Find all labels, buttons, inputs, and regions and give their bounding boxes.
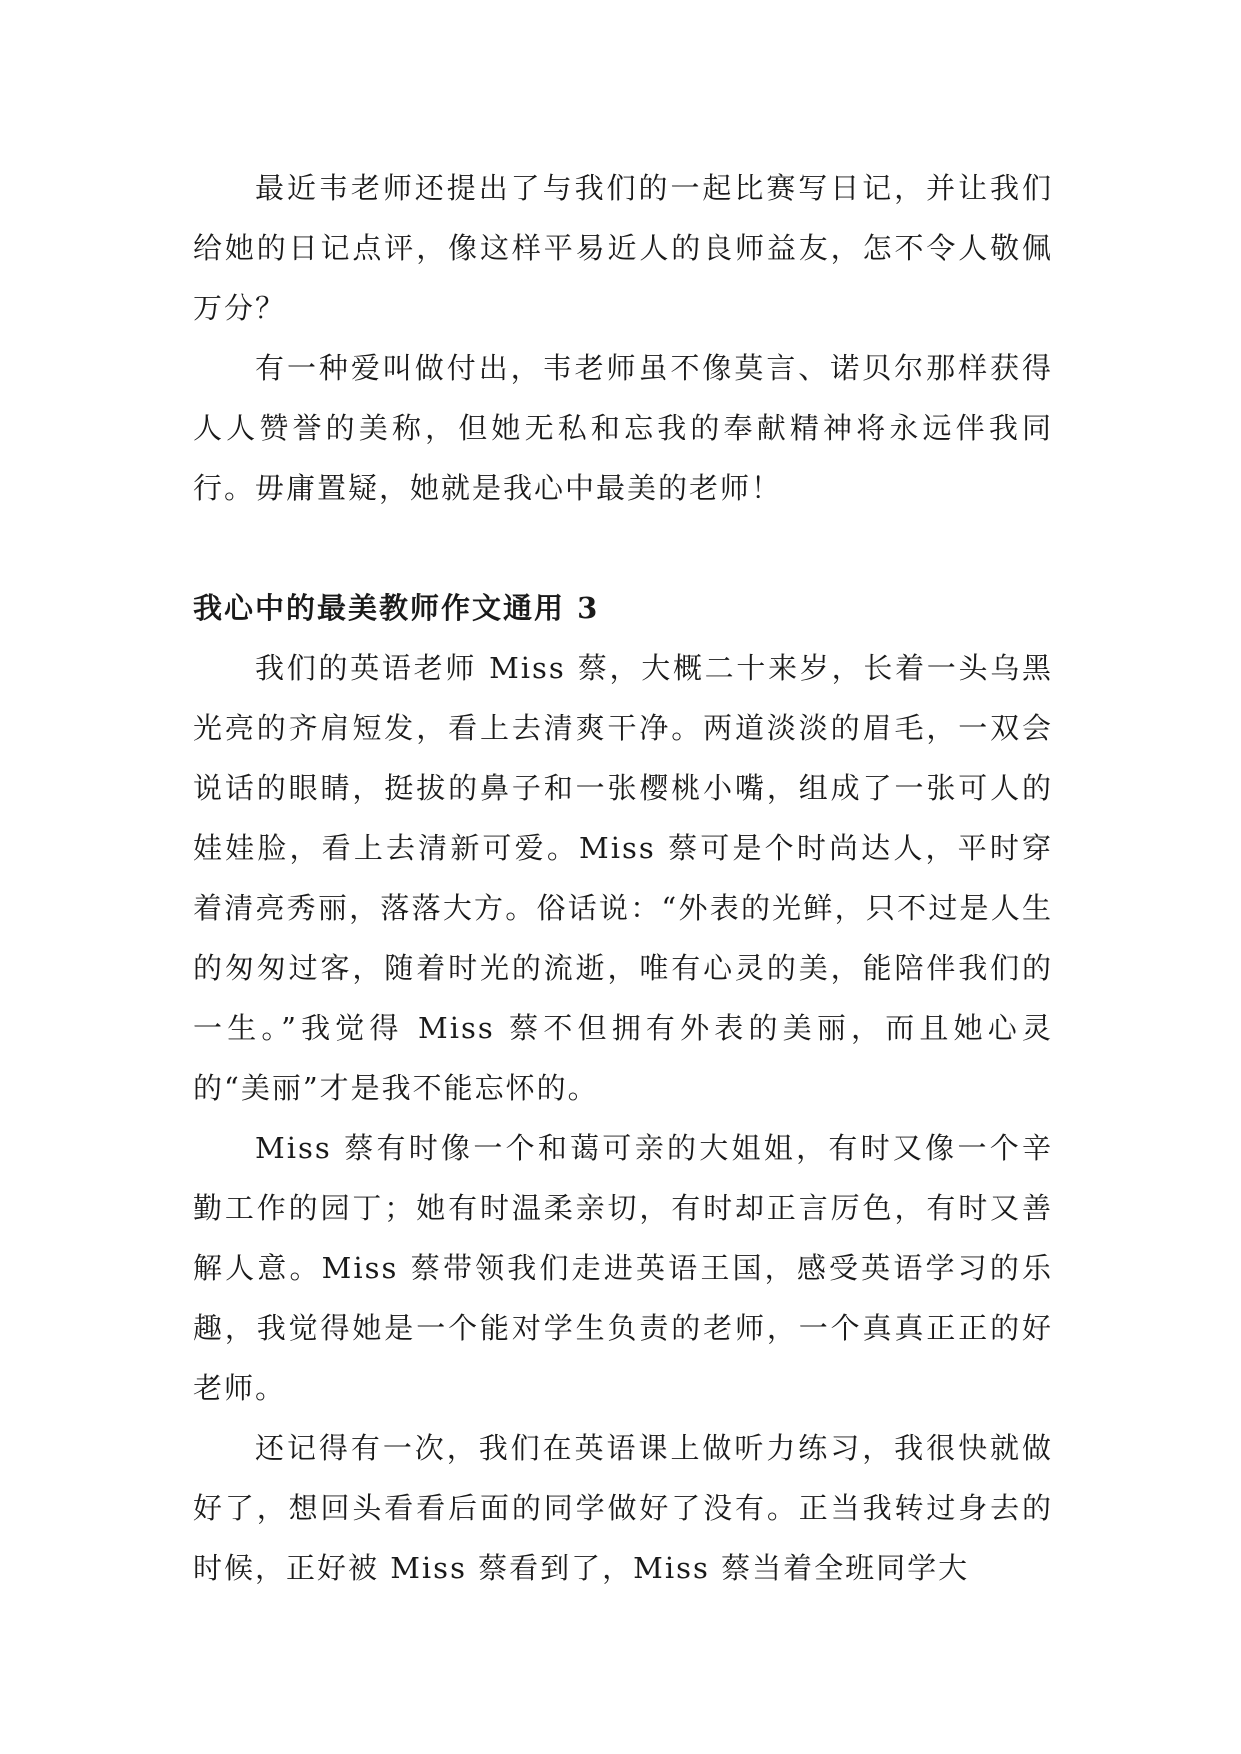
paragraph-diary-contest: 最近韦老师还提出了与我们的一起比赛写日记，并让我们给她的日记点评，像这样平易近人的良师益友，怎不令人敬佩万分？ <box>193 171 1053 325</box>
paragraph-miss-cai-character: Miss 蔡有时像一个和蔼可亲的大姐姐，有时又像一个辛勤工作的园丁；她有时温柔亲切，有时却正言厉色，有时又善解人意。Miss 蔡带领我们走进英语王国，感受英语学习的乐趣，我觉得她是一个能对学生负责的老师，一个真真正正的好老师。 <box>193 1131 1053 1405</box>
paragraph-listening-practice: 还记得有一次，我们在英语课上做听力练习，我很快就做好了，想回头看看后面的同学做好了没有。正当我转过身去的时候，正好被 Miss 蔡看到了，Miss 蔡当着全班同学大 <box>193 1431 1053 1585</box>
paragraph-miss-cai-appearance: 我们的英语老师 Miss 蔡，大概二十来岁，长着一头乌黑光亮的齐肩短发，看上去清爽干净。两道淡淡的眉毛，一双会说话的眼睛，挺拔的鼻子和一张樱桃小嘴，组成了一张可人的娃娃脸，看上去清新可爱。Miss 蔡可是个时尚达人，平时穿着清亮秀丽，落落大方。俗话说：“外表的光鲜，只不过是人生的匆匆过客，随着时光的流逝，唯有心灵的美，能陪伴我们的一生。”我觉得 Miss 蔡不但拥有外表的美丽，而且她心灵的“美丽”才是我不能忘怀的。 <box>193 651 1053 1105</box>
document-page <box>193 158 1053 1598</box>
section-title: 我心中的最美教师作文通用 3 <box>193 591 600 625</box>
paragraph-dedication: 有一种爱叫做付出，韦老师虽不像莫言、诺贝尔那样获得人人赞誉的美称，但她无私和忘我的奉献精神将永远伴我同行。毋庸置疑，她就是我心中最美的老师！ <box>193 351 1053 505</box>
